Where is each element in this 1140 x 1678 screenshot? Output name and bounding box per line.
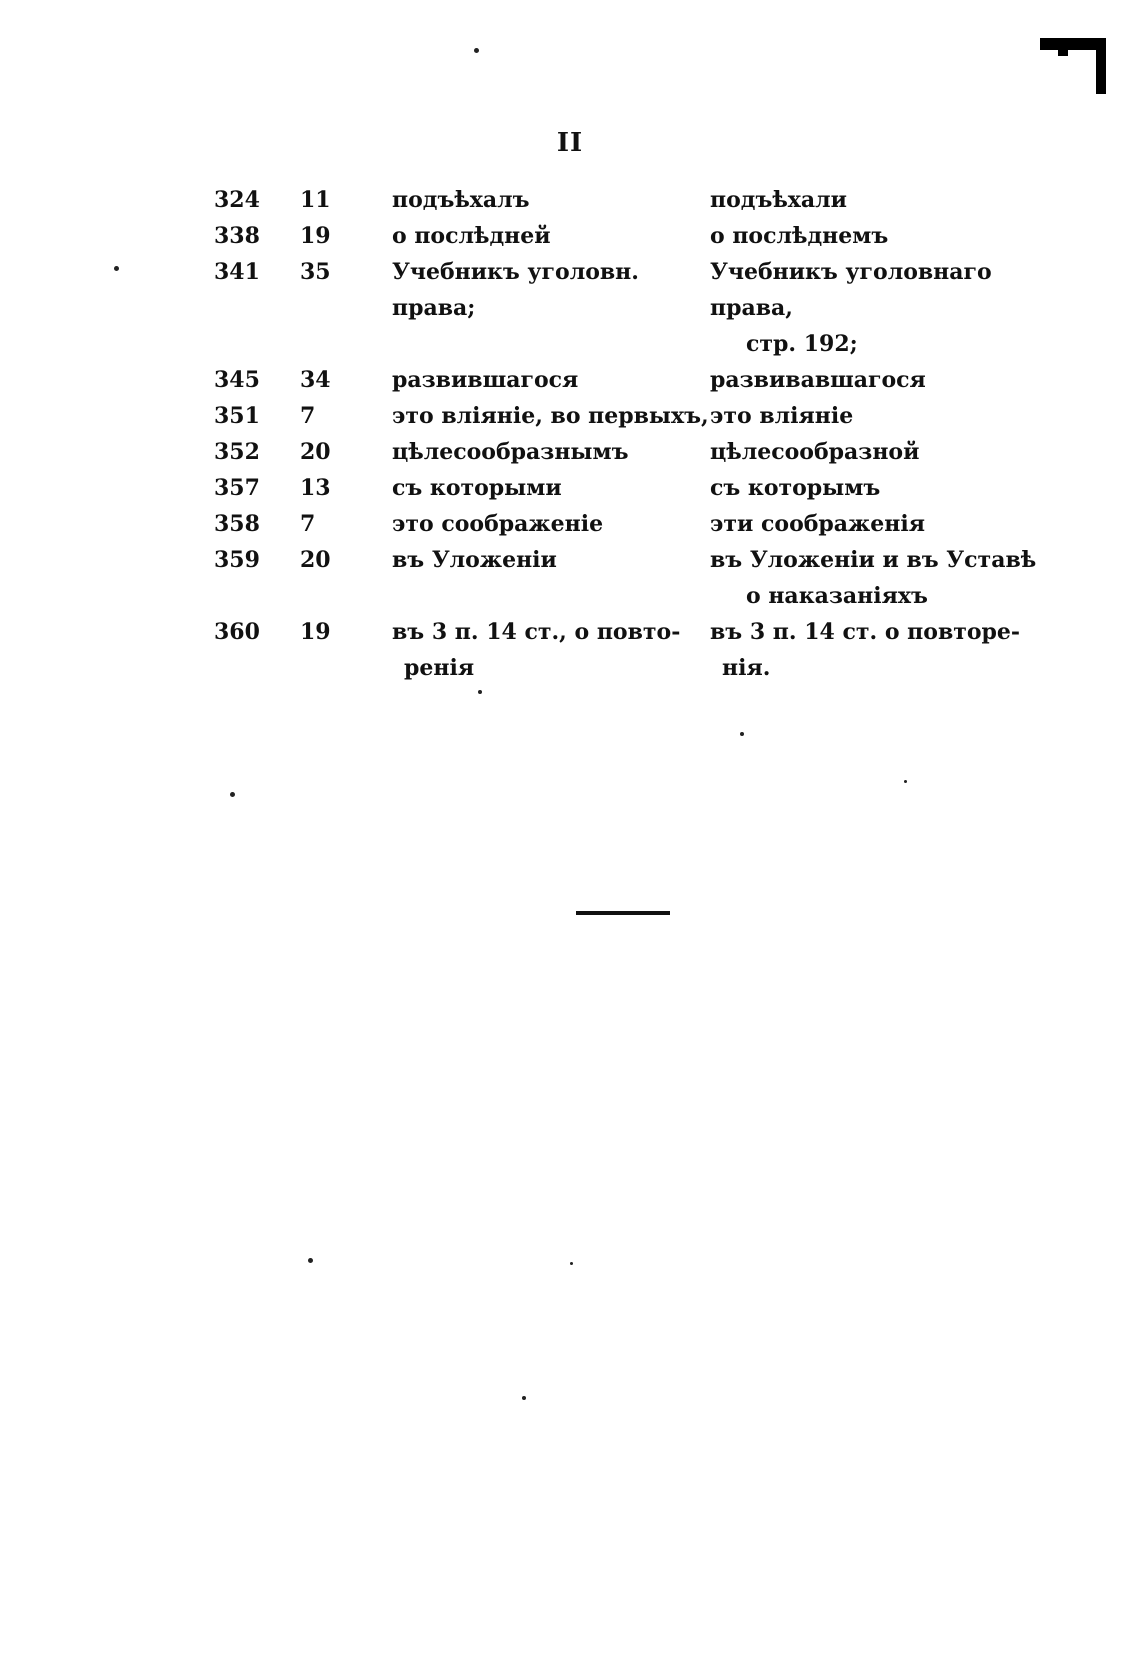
- errata-row: [214, 542, 1064, 614]
- printed-cell: [392, 614, 710, 686]
- printed-text: это соображеніе: [392, 511, 604, 537]
- printed-text: Учебникъ уголовн. права;: [392, 259, 639, 321]
- errata-row: [214, 362, 1064, 398]
- printed-text-continuation: ренія: [404, 655, 475, 681]
- printed-text: о послѣдней: [392, 223, 551, 249]
- errata-row: [214, 182, 1064, 218]
- correct-text-continuation: стр. 192;: [746, 331, 858, 357]
- errata-table: [214, 182, 1064, 686]
- page-ref: 338: [214, 223, 260, 249]
- correct-text: въ 3 п. 14 ст. о повторе-: [710, 619, 1021, 645]
- page-ref: 324: [214, 187, 260, 213]
- line-ref: 35: [300, 259, 331, 285]
- correct-text: Учебникъ уголовнаго права,: [710, 259, 992, 321]
- scan-corner-mark: [1038, 36, 1110, 94]
- correct-text: о послѣднемъ: [710, 223, 889, 249]
- page-ref: 351: [214, 403, 260, 429]
- printed-text: подъѣхалъ: [392, 187, 530, 213]
- line-ref: 13: [300, 475, 331, 501]
- line-ref: 19: [300, 619, 331, 645]
- scan-speck: [570, 1262, 573, 1265]
- correct-text: развивавшагося: [710, 367, 926, 393]
- scan-speck: [478, 690, 482, 694]
- printed-text: цѣлесообразнымъ: [392, 439, 629, 465]
- page-ref: 352: [214, 439, 260, 465]
- scan-speck: [114, 266, 119, 271]
- line-ref: 19: [300, 223, 331, 249]
- correct-text: цѣлесообразной: [710, 439, 920, 465]
- scan-speck: [308, 1258, 313, 1263]
- errata-row: [214, 434, 1064, 470]
- line-ref: 7: [300, 403, 316, 429]
- printed-text: въ Уложеніи: [392, 547, 557, 573]
- page-number: II: [556, 128, 584, 158]
- correct-cell: [710, 542, 1064, 614]
- end-rule: [576, 911, 670, 915]
- errata-row: [214, 398, 1064, 434]
- page-ref: 357: [214, 475, 260, 501]
- scan-speck: [230, 792, 235, 797]
- correct-text: въ Уложеніи и въ Уставѣ: [710, 547, 1037, 573]
- correct-text-continuation: о наказаніяхъ: [746, 583, 928, 609]
- scan-speck: [522, 1396, 526, 1400]
- errata-row: [214, 614, 1064, 686]
- line-ref: 7: [300, 511, 316, 537]
- page-ref: 358: [214, 511, 260, 537]
- line-ref: 34: [300, 367, 331, 393]
- correct-cell: [710, 254, 1064, 362]
- page-ref: 359: [214, 547, 260, 573]
- correct-text: это вліяніе: [710, 403, 854, 429]
- correct-text: эти соображенія: [710, 511, 925, 537]
- line-ref: 20: [300, 547, 331, 573]
- page-ref: 360: [214, 619, 260, 645]
- printed-text: это вліяніе, во первыхъ,: [392, 403, 709, 429]
- printed-text: съ которыми: [392, 475, 562, 501]
- correct-cell: [710, 614, 1064, 686]
- correct-text: подъѣхали: [710, 187, 847, 213]
- correct-text: съ которымъ: [710, 475, 881, 501]
- errata-row: [214, 218, 1064, 254]
- scan-speck: [474, 48, 479, 53]
- errata-row: [214, 506, 1064, 542]
- errata-row: [214, 470, 1064, 506]
- printed-text: въ 3 п. 14 ст., о повто-: [392, 619, 681, 645]
- page-ref: 345: [214, 367, 260, 393]
- line-ref: 20: [300, 439, 331, 465]
- scan-speck: [740, 732, 744, 736]
- printed-text: развившагося: [392, 367, 579, 393]
- scan-speck: [904, 780, 907, 783]
- correct-text-continuation: нія.: [722, 655, 771, 681]
- errata-row: [214, 254, 1064, 362]
- line-ref: 11: [300, 187, 331, 213]
- page-ref: 341: [214, 259, 260, 285]
